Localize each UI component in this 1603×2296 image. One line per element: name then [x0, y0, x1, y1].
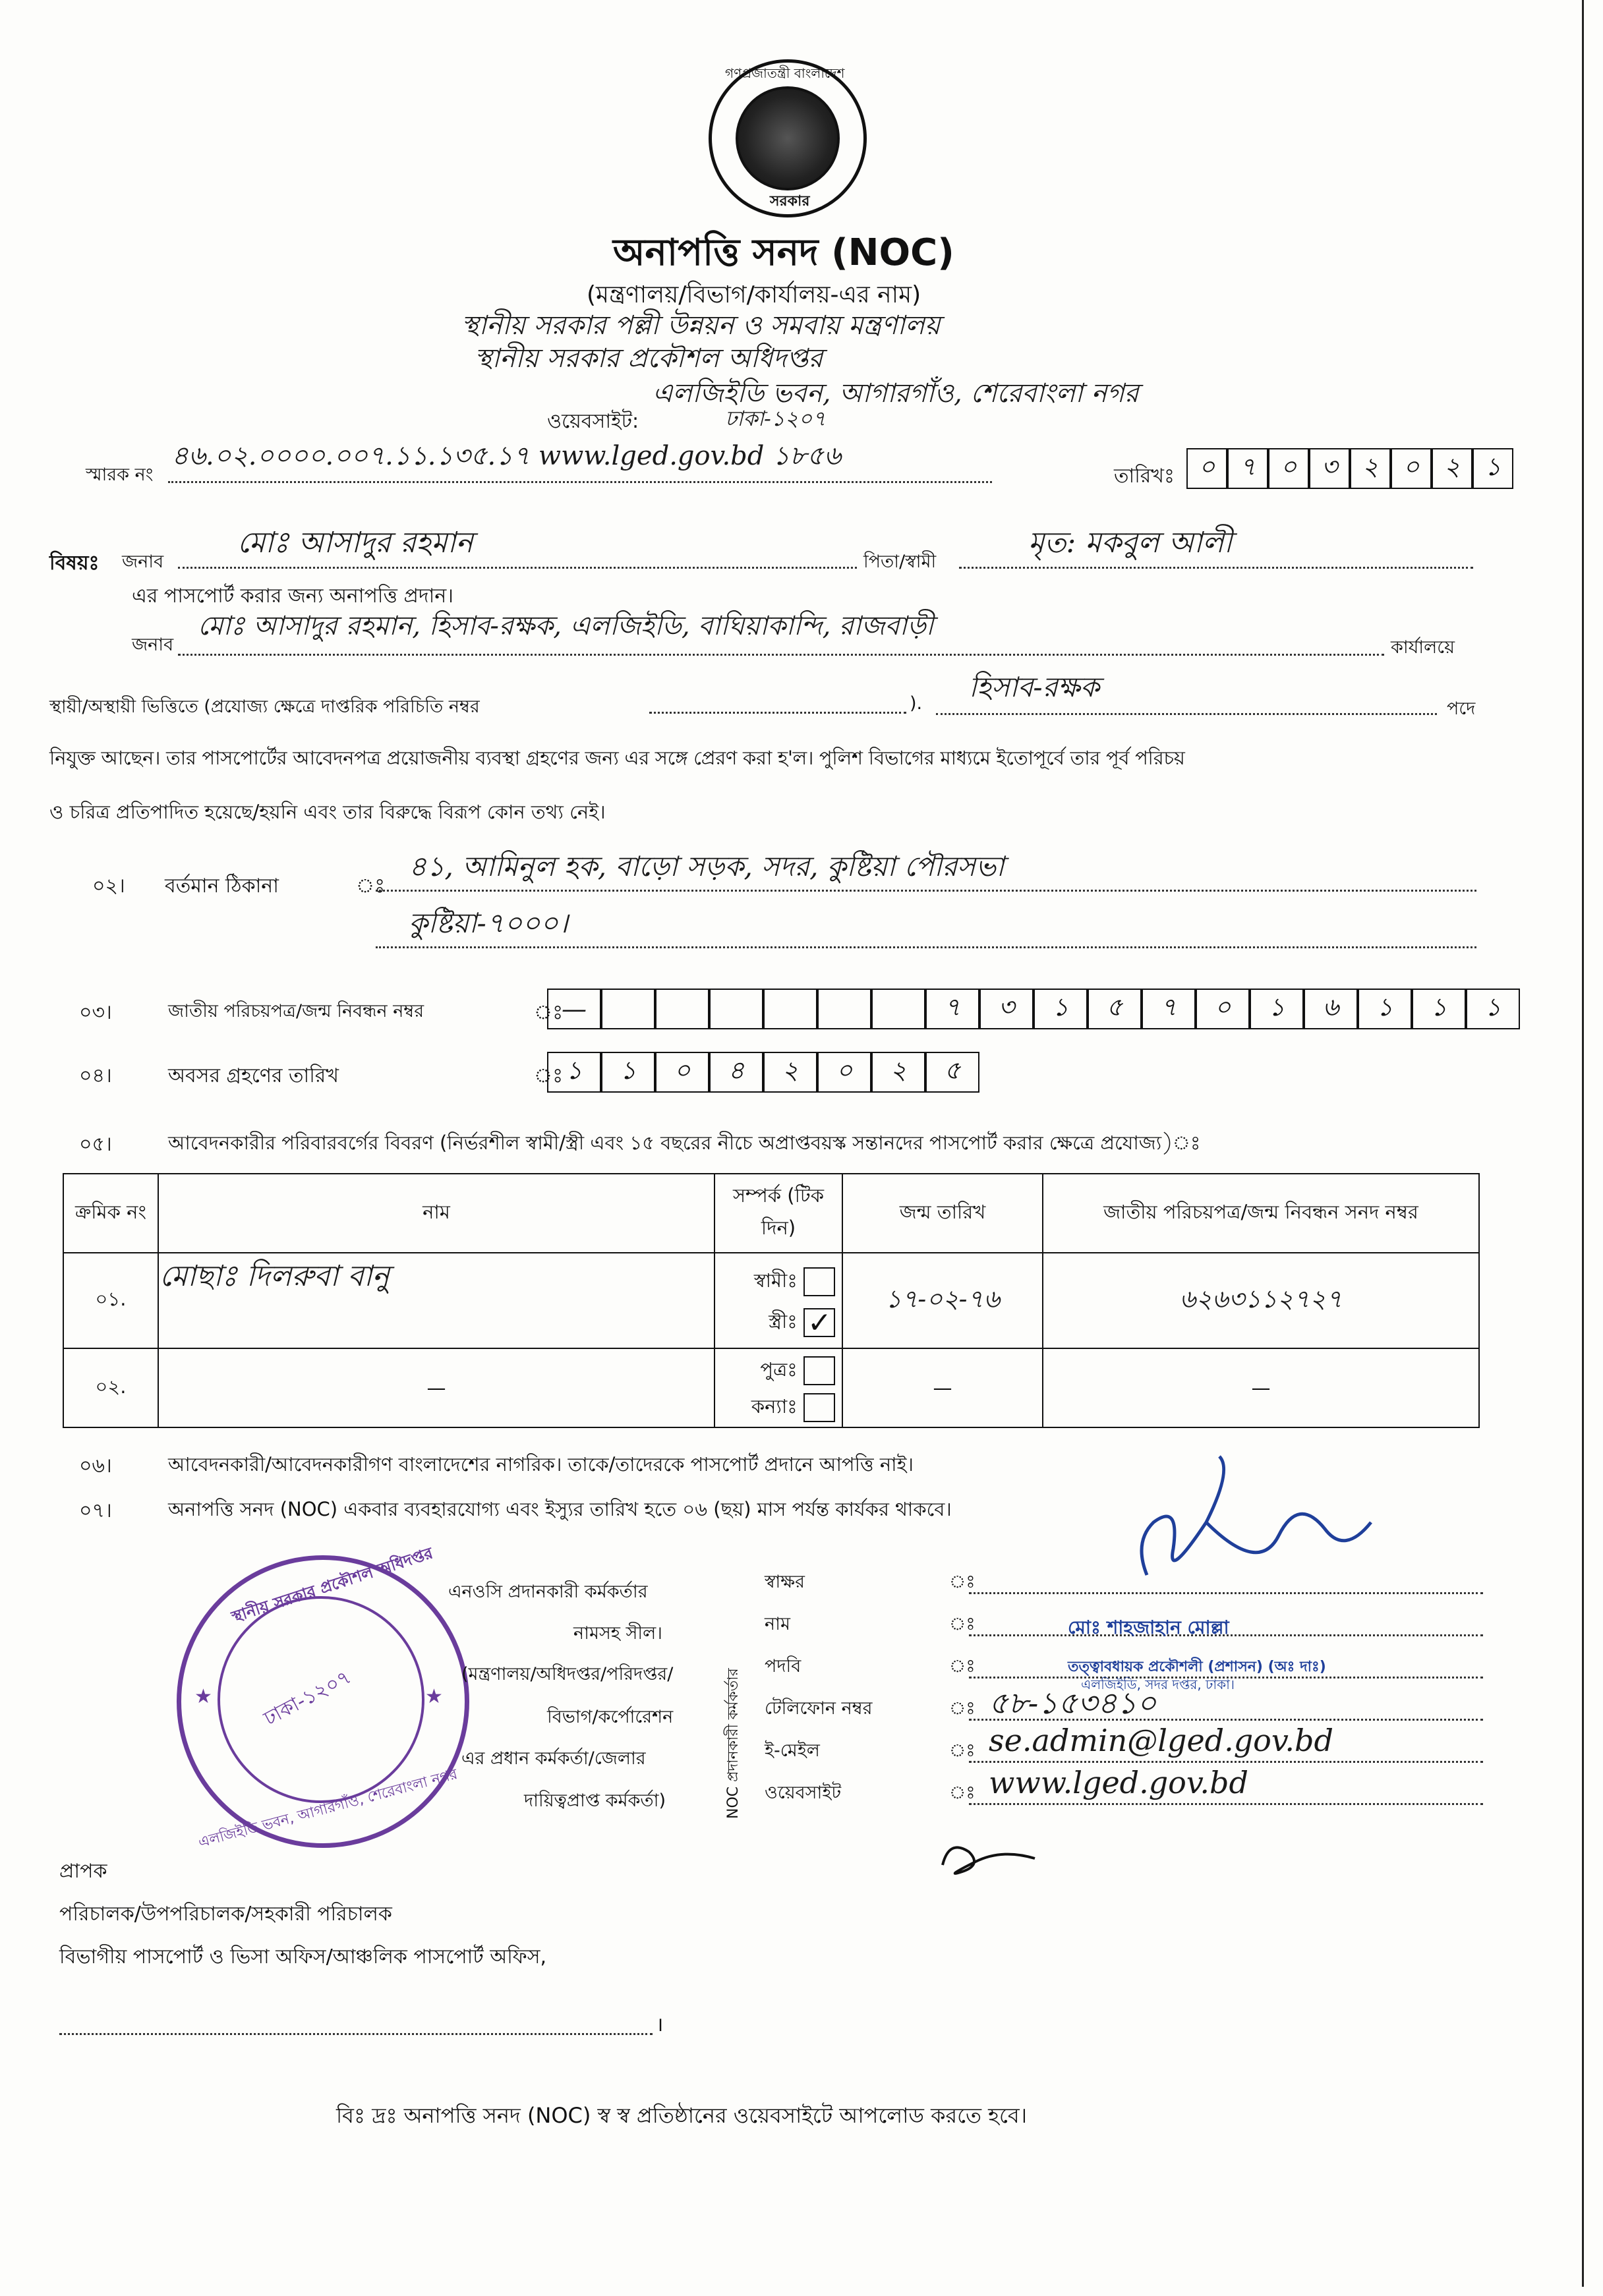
date-digit-box: ০ [1186, 448, 1227, 489]
father-label: পিতা/স্বামী [863, 552, 937, 572]
office-value: মোঃ আসাদুর রহমান, হিসাব-রক্ষক, এলজিইডি, বাঘিয়াকান্দি, রাজবাড়ী [198, 611, 934, 641]
retirement-digit-box: ২ [871, 1052, 925, 1093]
date-digit-box: ২ [1350, 448, 1391, 489]
officer-field-line [969, 1761, 1483, 1763]
office-value-line [178, 654, 1384, 656]
officer-field-value: se.admin@lged.gov.bd [989, 1723, 1333, 1758]
relation-label: কন্যাঃ [751, 1395, 798, 1418]
officer-field-label: ই-মেইল [765, 1740, 820, 1761]
nid-digit-box [817, 989, 871, 1029]
recipient-address-line [59, 2033, 653, 2035]
nid-digit-box: ১ [1250, 989, 1304, 1029]
seal-text-top: স্থানীয় সরকার প্রকৌশল অধিদপ্তর [229, 1543, 436, 1626]
officer-designation-line-2: এলজিইডি, সদর দপ্তর, ঢাকা। [1081, 1677, 1235, 1692]
office-line-2: স্থানীয় সরকার প্রকৌশল অধিদপ্তর [475, 343, 823, 374]
officer-field-colon: ঃ [949, 1698, 976, 1719]
government-emblem [709, 59, 867, 217]
row-dob: — [842, 1348, 1043, 1427]
seal-text-bottom: এলজিইডি ভবন, আগারগাঁও, শেরেবাংলা নগর [196, 1765, 459, 1852]
officer-field-colon: ঃ [949, 1740, 976, 1761]
nid-digit-box [655, 989, 709, 1029]
col-serial: ক্রমিক নং [63, 1174, 158, 1253]
row-nid-value: ৬২৬৩১১২৭২৭ [1179, 1284, 1343, 1313]
nid-digit-box [709, 989, 763, 1029]
appointment-basis: স্থায়ী/অস্থায়ী ভিত্তিতে (প্রযোজ্য ক্ষেত্রে দাপ্তরিক পরিচিতি নম্বর [49, 697, 480, 717]
mr-label: জনাব [122, 552, 164, 572]
item-02-number: ০২। [92, 875, 125, 898]
officer-field-colon: ঃ [949, 1656, 976, 1677]
paren-close: ). [910, 693, 923, 714]
retirement-digit-box: ০ [655, 1052, 709, 1093]
nid-boxes [547, 989, 1520, 1029]
item-07-number: ০৭। [79, 1499, 112, 1522]
nid-digit-box: ১ [1358, 989, 1412, 1029]
paragraph-2: ও চরিত্র প্রতিপাদিত হয়েছে/হয়নি এবং তার বিরুদ্ধে বিরূপ কোন তথ্য নেই। [49, 801, 606, 823]
present-address-line-1 [376, 890, 1476, 892]
item-02-label: বর্তমান ঠিকানা [165, 875, 279, 898]
row-name [158, 1253, 714, 1348]
officer-field-line [969, 1803, 1483, 1805]
official-id-line [649, 712, 906, 714]
date-boxes [1186, 448, 1513, 489]
item-03-colon: ঃ [534, 1001, 564, 1024]
officer-caption-3: (মন্ত্রণালয়/অধিদপ্তর/পরিদপ্তর/ [461, 1664, 674, 1684]
nid-digit-box: — [547, 989, 601, 1029]
row-serial: ০২. [63, 1348, 158, 1427]
mr-label-2: জনাব [132, 635, 174, 655]
officer-field-colon: ঃ [949, 1572, 976, 1592]
memo-value: ৪৬.০২.০০০০.০০৭.১১.১৩৫.১৭ www.lged.gov.bd ১৮৫৬ [171, 441, 841, 471]
officer-field-value: www.lged.gov.bd [989, 1765, 1248, 1800]
row-relation [714, 1253, 842, 1348]
col-nid: জাতীয় পরিচয়পত্র/জন্ম নিবন্ধন সনদ নম্বর [1043, 1174, 1479, 1253]
designation-value: হিসাব-রক্ষক [969, 671, 1100, 703]
officer-caption-2: নামসহ সীল। [573, 1623, 662, 1644]
website-value: ঢাকা-১২০৭ [725, 406, 827, 431]
paragraph-1: নিযুক্ত আছেন। তার পাসপোর্টের আবেদনপত্র প্রয়োজনীয় ব্যবস্থা গ্রহণের জন্য এর সঙ্গে প্রেরণ করা হ'ল। পুলিশ বিভাগের মাধ্যমে ইতোপূর্বে তার পূর্ব পরিচয় [49, 747, 1185, 769]
recipient-label: প্রাপক [59, 1860, 107, 1883]
item-03-label: জাতীয় পরিচয়পত্র/জন্ম নিবন্ধন নম্বর [168, 1001, 424, 1021]
designation-line [936, 713, 1437, 715]
item-06-number: ০৬। [79, 1454, 112, 1478]
relation-checkbox-wife[interactable] [803, 1308, 835, 1337]
row-serial: ০১. [63, 1253, 158, 1348]
document-subtitle: (মন্ত্রণালয়/বিভাগ/কার্যালয়-এর নাম) [587, 281, 921, 308]
date-digit-box: ১ [1472, 448, 1513, 489]
star-icon: ★ [425, 1685, 443, 1708]
document-title: অনাপত্তি সনদ (NOC) [613, 231, 954, 274]
nid-digit-box: ৬ [1304, 989, 1358, 1029]
office-line-1: স্থানীয় সরকার পল্লী উন্নয়ন ও সমবায় মন্ত্রণালয় [461, 310, 941, 341]
memo-underline [168, 481, 992, 483]
officer-field-label: নাম [765, 1614, 790, 1634]
row-dob [842, 1253, 1043, 1348]
row-name-value: — [426, 1377, 446, 1399]
nid-digit-box: ৩ [979, 989, 1034, 1029]
relation-checkbox-husband[interactable] [803, 1267, 835, 1296]
website-label: ওয়েবসাইট: [547, 410, 639, 433]
officer-field-value: তত্ত্বাবধায়ক প্রকৌশলী (প্রশাসন) (অঃ দাঃ) [1068, 1659, 1326, 1675]
row-nid: — [1043, 1348, 1479, 1427]
emblem-text-top: গণপ্রজাতন্ত্রী বাংলাদেশ [725, 65, 845, 81]
relation-label: স্বামীঃ [753, 1269, 798, 1292]
row-name-value: মোছাঃ দিলরুবা বানু [160, 1259, 390, 1293]
retirement-digit-box: ৫ [925, 1052, 979, 1093]
applicant-name-line [178, 567, 857, 569]
row-name [158, 1348, 714, 1427]
item-03-number: ০৩। [79, 1001, 112, 1024]
recipient-line-1: পরিচালক/উপপরিচালক/সহকারী পরিচালক [59, 1903, 392, 1926]
present-address-line-2 [376, 946, 1476, 948]
date-label: তারিখঃ [1114, 465, 1175, 488]
item-05-text: আবেদনকারীর পরিবারবর্গের বিবরণ (নির্ভরশীল স্বামী/স্ত্রী এবং ১৫ বছরের নীচে অপ্রাপ্তবয়স্ক সন্তানদের পাসপোর্ট করার ক্ষেত্রে প্রযোজ্য)ঃ [168, 1132, 1201, 1154]
relation-label: পুত্রঃ [760, 1358, 798, 1381]
item-02-colon: ঃ [356, 875, 386, 898]
table-row [63, 1348, 1479, 1427]
officer-field-label: টেলিফোন নম্বর [765, 1698, 873, 1719]
family-table [63, 1173, 1480, 1428]
retirement-digit-box: ২ [763, 1052, 817, 1093]
date-digit-box: ৩ [1309, 448, 1350, 489]
present-address-1: ৪১, আমিনুল হক, বাড়ো সড়ক, সদর, কুষ্টিয়া পৌরসভা [409, 850, 1005, 882]
date-digit-box: ৭ [1227, 448, 1268, 489]
nid-digit-box: ৭ [1142, 989, 1196, 1029]
office-line-3: এলজিইডি ভবন, আগারগাঁও, শেরেবাংলা নগর [653, 378, 1139, 409]
nid-digit-box: ১ [1412, 989, 1466, 1029]
emblem-text-bottom: সরকার [770, 193, 810, 210]
officer-caption-5: এর প্রধান কর্মকর্তা/জেলার [461, 1748, 646, 1769]
officer-caption-4: বিভাগ/কর্পোরেশন [547, 1707, 674, 1727]
relation-checkbox-daughter[interactable] [803, 1393, 835, 1422]
item-04-number: ০৪। [79, 1064, 112, 1087]
nid-digit-box: ৭ [925, 989, 979, 1029]
subject-label: বিষয়ঃ [49, 552, 100, 575]
retirement-date-boxes [547, 1052, 979, 1093]
relation-checkbox-son[interactable] [803, 1356, 835, 1385]
retirement-digit-box: ১ [601, 1052, 655, 1093]
officer-signature [1107, 1443, 1384, 1595]
officer-caption-1: এনওসি প্রদানকারী কর্মকর্তার [448, 1582, 648, 1602]
relation-label: স্ত্রীঃ [769, 1309, 798, 1333]
designation-suffix: পদে [1447, 699, 1476, 719]
memo-label: স্মারক নং [86, 465, 154, 485]
row-relation [714, 1348, 842, 1427]
item-04-label: অবসর গ্রহণের তারিখ [168, 1064, 339, 1087]
nid-digit-box: ০ [1196, 989, 1250, 1029]
vertical-caption: NOC প্রদানকারী কর্মকর্তার [725, 1668, 742, 1819]
item-07-text: অনাপত্তি সনদ (NOC) একবার ব্যবহারযোগ্য এবং ইস্যুর তারিখ হতে ০৬ (ছয়) মাস পর্যন্ত কার্যকর থাকবে। [168, 1498, 952, 1520]
father-name: মৃত: মকবুল আলী [1028, 526, 1233, 560]
row-nid [1043, 1253, 1479, 1348]
initial-signature [929, 1832, 1048, 1885]
retirement-digit-box: ০ [817, 1052, 871, 1093]
item-04-colon: ঃ [534, 1064, 564, 1087]
col-name: নাম [158, 1174, 714, 1253]
officer-field-colon: ঃ [949, 1783, 976, 1803]
col-dob: জন্ম তারিখ [842, 1174, 1043, 1253]
seal-text-center: ঢাকা-১২০৭ [260, 1665, 355, 1731]
nid-digit-box [871, 989, 925, 1029]
officer-field-label: স্বাক্ষর [765, 1572, 805, 1592]
nid-digit-box [763, 989, 817, 1029]
recipient-line-end: । [656, 2013, 664, 2036]
applicant-name: মোঃ আসাদুর রহমান [237, 526, 473, 560]
table-row [63, 1253, 1479, 1348]
retirement-digit-box: ৪ [709, 1052, 763, 1093]
nid-digit-box: ৫ [1088, 989, 1142, 1029]
star-icon: ★ [194, 1685, 212, 1708]
present-address-2: কুষ্টিয়া-৭০০০। [409, 907, 568, 939]
office-seal [177, 1543, 469, 1852]
date-digit-box: ০ [1268, 448, 1309, 489]
row-dob-value: ১৭-০২-৭৬ [885, 1284, 1000, 1313]
item-05-number: ০৫। [79, 1133, 112, 1156]
date-digit-box: ২ [1432, 448, 1472, 489]
date-digit-box: ০ [1391, 448, 1432, 489]
officer-field-value: মোঃ শাহজাহান মোল্লা [1068, 1617, 1229, 1638]
officer-field-label: ওয়েবসাইট [765, 1783, 842, 1803]
recipient-line-2: বিভাগীয় পাসপোর্ট ও ভিসা অফিস/আঞ্চলিক পাসপোর্ট অফিস, [59, 1945, 547, 1968]
nid-digit-box: ১ [1034, 989, 1088, 1029]
nid-digit-box: ১ [1466, 989, 1520, 1029]
passport-line: এর পাসপোর্ট করার জন্য অনাপত্তি প্রদান। [132, 585, 453, 608]
nid-digit-box [601, 989, 655, 1029]
col-relation: সম্পর্ক (টিক দিন) [714, 1174, 842, 1253]
item-06-text: আবেদনকারী/আবেদনকারীগণ বাংলাদেশের নাগরিক। তাকে/তাদেরকে পাসপোর্ট প্রদানে আপত্তি নাই। [168, 1453, 914, 1476]
office-suffix: কার্যালয়ে [1391, 637, 1455, 658]
officer-field-label: পদবি [765, 1656, 802, 1677]
father-name-line [959, 567, 1473, 569]
officer-caption-6: দায়িত্বপ্রাপ্ত কর্মকর্তা) [524, 1791, 666, 1811]
officer-field-colon: ঃ [949, 1614, 976, 1634]
footer-note: বিঃ দ্রঃ অনাপত্তি সনদ (NOC) স্ব স্ব প্রতিষ্ঠানের ওয়েবসাইটে আপলোড করতে হবে। [336, 2103, 1028, 2128]
officer-field-value: ৫৮-১৫৩৪১০ [989, 1685, 1157, 1721]
retirement-digit-box: ১ [547, 1052, 601, 1093]
